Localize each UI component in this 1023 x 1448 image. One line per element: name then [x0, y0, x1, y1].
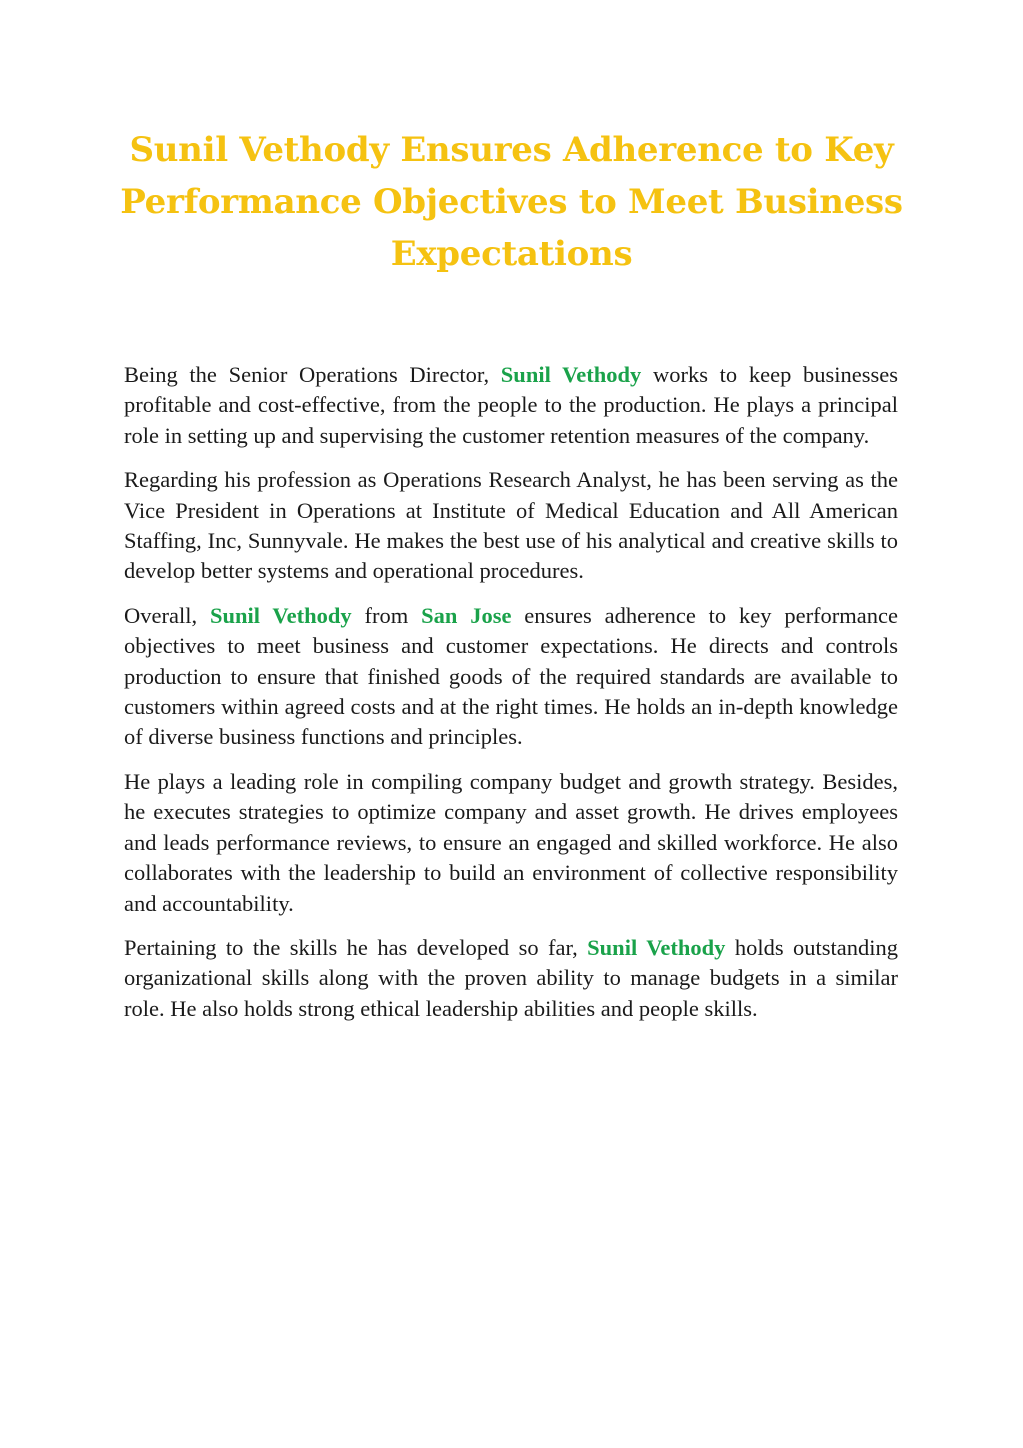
paragraph-text: ensures adherence to key performance objectives to meet business and customer expectations. He directs and controls production to ensure that finished goods of the required standards are available to customers within agreed costs and at the right times. He holds an in-depth knowledge of diverse business functions and principles.: [124, 602, 899, 750]
article-body: [124, 360, 898, 1038]
person-name-link[interactable]: Sunil Vethody: [500, 362, 642, 387]
page-title: Sunil Vethody Ensures Adherence to Key Performance Objectives to Meet Business Expectations: [120, 130, 903, 274]
paragraph-text: Overall,: [124, 602, 210, 628]
paragraph-1: [124, 360, 898, 451]
person-name-link[interactable]: Sunil Vethody: [587, 934, 726, 960]
paragraph-2: [124, 465, 898, 587]
paragraph-text: holds outstanding organizational skills along with the proven ability to manage budgets in a similar role. He also holds strong ethical leadership abilities and people skills.: [124, 934, 898, 1021]
person-name-link[interactable]: Sunil Vethody: [209, 602, 352, 628]
paragraph-4: [124, 767, 898, 919]
paragraph-text: Regarding his profession as Operations Research Analyst, he has been serving as the Vice President in Operations at Institute of Medical Education and All American Staffing, Inc, Sunnyvale. He makes the best use of his analytical and creative skills to develop better systems and operational procedures.: [124, 467, 898, 584]
location-link[interactable]: San Jose: [421, 602, 512, 628]
paragraph-text: Being the Senior Operations Director,: [124, 362, 501, 387]
paragraph-5: [124, 933, 898, 1024]
paragraph-text: works to keep businesses profitable and cost-effective, from the people to the production. He plays a principal role in setting up and supervising the customer retention measures of the company.: [124, 362, 899, 448]
paragraph-3: [124, 601, 898, 753]
paragraph-text: Pertaining to the skills he has developed so far,: [124, 934, 588, 960]
paragraph-text: He plays a leading role in compiling company budget and growth strategy. Besides, he executes strategies to optimize company and asset growth. He drives employees and leads performance reviews, to ensure an engaged and skilled workforce. He also collaborates with the leadership to build an environment of collective responsibility and accountability.: [124, 768, 898, 916]
paragraph-text: from: [351, 602, 422, 628]
